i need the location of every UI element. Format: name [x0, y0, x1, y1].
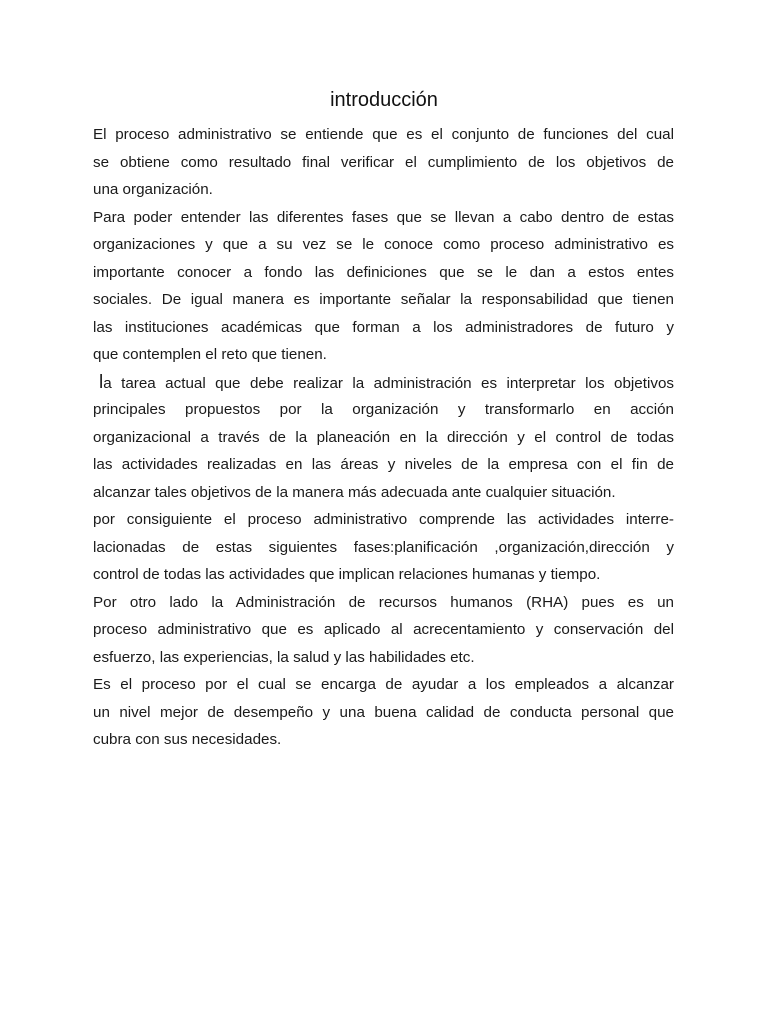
text-line: que contemplen el reto que tienen.	[93, 346, 327, 363]
text-line: Para poder entender las diferentes fases que se llevan a cabo dentro de estas	[93, 208, 674, 226]
text-line	[93, 369, 674, 397]
text-line: sociales. De igual manera es importante señalar la responsabilidad que tienen	[93, 291, 674, 308]
text-line: una organización.	[93, 181, 213, 198]
text-line: importante conocer a fondo las definiciones que se le dan a estos entes	[93, 263, 674, 281]
text-line: las actividades realizadas en las áreas y niveles de la empresa con el fin de	[93, 456, 674, 473]
text-line: se obtiene como resultado final verificar el cumplimiento de los objetivos de	[93, 153, 674, 171]
text-line: Es el proceso por el cual se encarga de ayudar a los empleados a alcanzar	[93, 676, 674, 693]
document-body	[93, 121, 674, 754]
text-line-rest: a tarea actual que debe realizar la administración es interpretar los objetivos	[103, 374, 674, 392]
text-line: por consiguiente el proceso administrativo comprende las actividades interre-	[93, 511, 674, 528]
text-line: control de todas las actividades que implican relaciones humanas y tiempo.	[93, 566, 601, 583]
text-line: organizacional a través de la planeación en la dirección y el control de todas	[93, 428, 674, 446]
text-line: las instituciones académicas que forman a los administradores de futuro y	[93, 318, 674, 336]
text-line: un nivel mejor de desempeño y una buena calidad de conducta personal que	[93, 703, 674, 721]
text-line: cubra con sus necesidades.	[93, 731, 282, 748]
page-title: introducción	[330, 89, 438, 111]
text-line: esfuerzo, las experiencias, la salud y las habilidades etc.	[93, 648, 475, 666]
text-line: Por otro lado la Administración de recursos humanos (RHA) pues es un	[93, 593, 674, 611]
text-line: alcanzar tales objetivos de la manera más adecuada ante cualquier situación.	[93, 483, 616, 501]
text-line: principales propuestos por la organización y transformarlo en acción	[93, 401, 674, 418]
text-line: lacionadas de estas siguientes fases:planificación ,organización,dirección y	[93, 538, 674, 556]
enlarged-initial-letter: l	[99, 371, 104, 393]
text-line: proceso administrativo que es aplicado al acrecentamiento y conservación del	[93, 621, 674, 638]
text-line: organizaciones y que a su vez se le conoce como proceso administrativo es	[93, 236, 674, 253]
text-line: El proceso administrativo se entiende que es el conjunto de funciones del cual	[93, 126, 674, 143]
